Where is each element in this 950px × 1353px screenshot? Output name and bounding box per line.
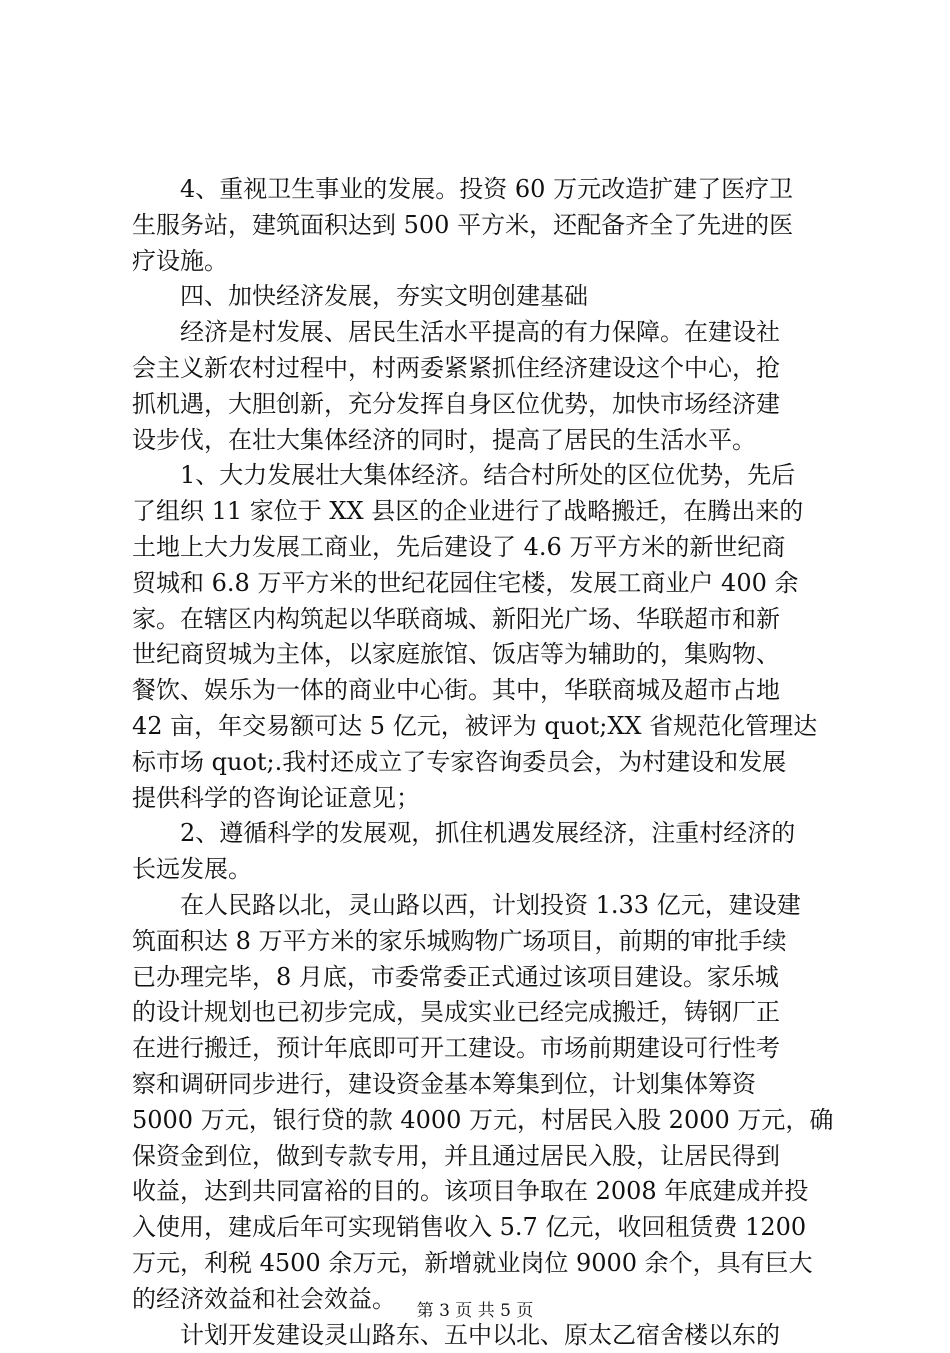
text-line: 餐饮、娱乐为一体的商业中心街。其中，华联商城及超市占地 bbox=[132, 673, 836, 709]
text-line: 家。在辖区内构筑起以华联商城、新阳光广场、华联超市和新 bbox=[132, 602, 836, 638]
text-line: 察和调研同步进行，建设资金基本筹集到位，计划集体筹资 bbox=[132, 1067, 836, 1103]
document-body bbox=[132, 172, 836, 1353]
text-line: 会主义新农村过程中，村两委紧紧抓住经济建设这个中心，抢 bbox=[132, 351, 836, 387]
text-line: 1、大力发展壮大集体经济。结合村所处的区位优势，先后 bbox=[132, 458, 836, 494]
text-line: 在进行搬迁，预计年底即可开工建设。市场前期建设可行性考 bbox=[132, 1031, 836, 1067]
text-line: 5000 万元，银行贷的款 4000 万元，村居民入股 2000 万元，确 bbox=[132, 1103, 836, 1139]
text-line: 2、遵循科学的发展观，抓住机遇发展经济，注重村经济的 bbox=[132, 816, 836, 852]
text-line: 在人民路以北，灵山路以西，计划投资 1.33 亿元，建设建 bbox=[132, 888, 836, 924]
text-line: 长远发展。 bbox=[132, 852, 836, 888]
text-line: 生服务站，建筑面积达到 500 平方米，还配备齐全了先进的医 bbox=[132, 208, 836, 244]
text-line: 计划开发建设灵山路东、五中以北、原太乙宿舍楼以东的 bbox=[132, 1318, 836, 1353]
text-line: 万元，利税 4500 余万元，新增就业岗位 9000 余个，具有巨大 bbox=[132, 1246, 836, 1282]
text-line: 入使用，建成后年可实现销售收入 5.7 亿元，收回租赁费 1200 bbox=[132, 1210, 836, 1246]
text-line: 四、加快经济发展，夯实文明创建基础 bbox=[132, 279, 836, 315]
text-line: 提供科学的咨询论证意见； bbox=[132, 781, 836, 817]
text-line: 贸城和 6.8 万平方米的世纪花园住宅楼，发展工商业户 400 余 bbox=[132, 566, 836, 602]
text-line: 经济是村发展、居民生活水平提高的有力保障。在建设社 bbox=[132, 315, 836, 351]
text-line: 已办理完毕，8 月底，市委常委正式通过该项目建设。家乐城 bbox=[132, 960, 836, 996]
text-line: 4、重视卫生事业的发展。投资 60 万元改造扩建了医疗卫 bbox=[132, 172, 836, 208]
text-line: 保资金到位，做到专款专用，并且通过居民入股，让居民得到 bbox=[132, 1139, 836, 1175]
text-line: 标市场 quot;.我村还成立了专家咨询委员会，为村建设和发展 bbox=[132, 745, 836, 781]
text-line: 疗设施。 bbox=[132, 244, 836, 280]
text-line: 收益，达到共同富裕的目的。该项目争取在 2008 年底建成并投 bbox=[132, 1174, 836, 1210]
text-line: 了组织 11 家位于 XX 县区的企业进行了战略搬迁，在腾出来的 bbox=[132, 494, 836, 530]
text-line: 的设计规划也已初步完成，昊成实业已经完成搬迁，铸钢厂正 bbox=[132, 995, 836, 1031]
text-line: 设步伐，在壮大集体经济的同时，提高了居民的生活水平。 bbox=[132, 423, 836, 459]
page-footer: 第 3 页 共 5 页 bbox=[0, 1300, 950, 1322]
text-line: 世纪商贸城为主体，以家庭旅馆、饭店等为辅助的，集购物、 bbox=[132, 637, 836, 673]
text-line: 的经济效益和社会效益。 bbox=[132, 1282, 836, 1318]
text-line: 土地上大力发展工商业，先后建设了 4.6 万平方米的新世纪商 bbox=[132, 530, 836, 566]
text-line: 42 亩，年交易额可达 5 亿元，被评为 quot;XX 省规范化管理达 bbox=[132, 709, 836, 745]
text-line: 筑面积达 8 万平方米的家乐城购物广场项目，前期的审批手续 bbox=[132, 924, 836, 960]
text-line: 抓机遇，大胆创新，充分发挥自身区位优势，加快市场经济建 bbox=[132, 387, 836, 423]
